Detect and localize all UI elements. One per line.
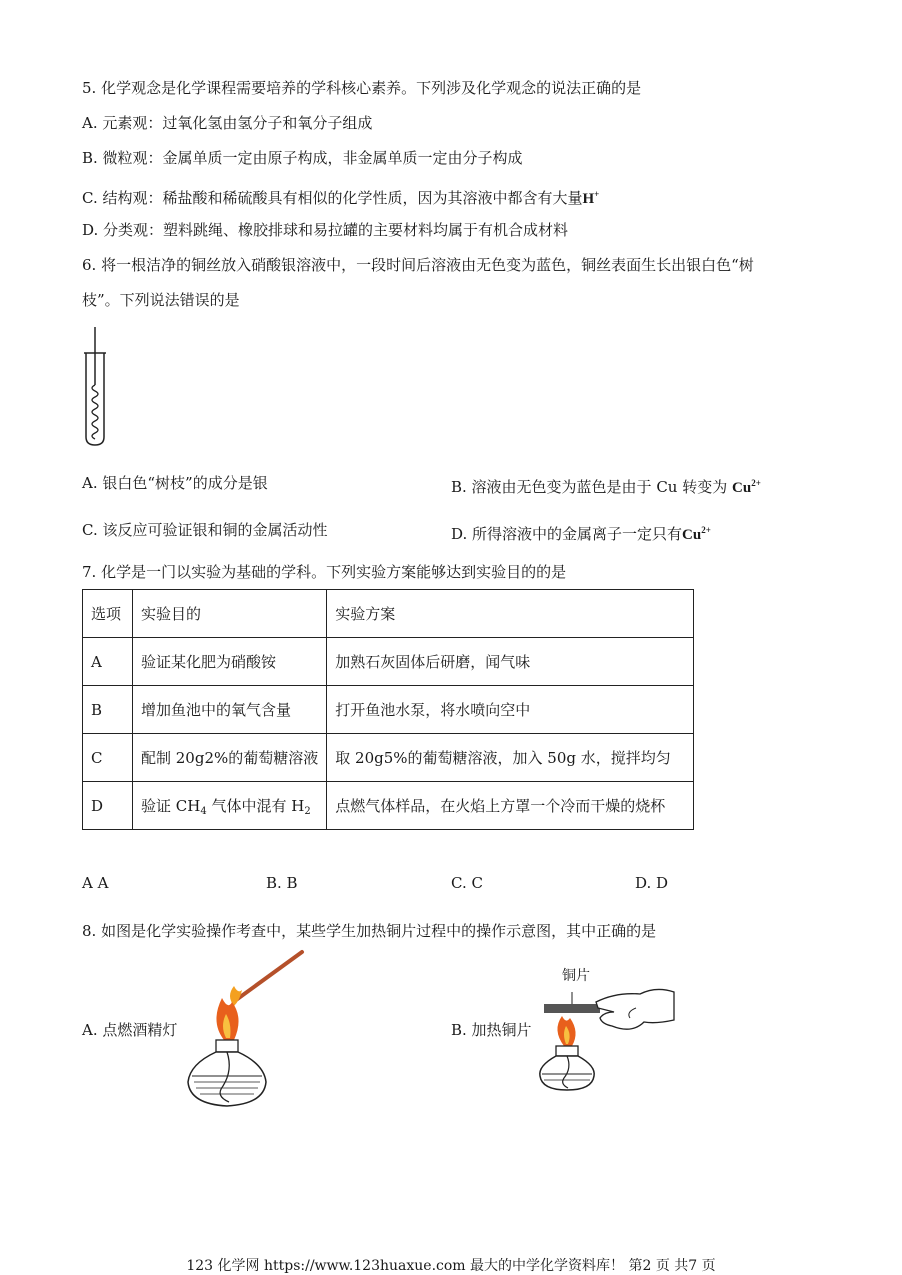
table-cell: 验证某化肥为硝酸铵 — [133, 638, 327, 686]
q5-option-b: B. 微粒观：金属单质一定由原子构成，非金属单质一定由分子构成 — [82, 149, 523, 167]
q7-stem: 7. 化学是一门以实验为基础的学科。下列实验方案能够达到实验目的的是 — [82, 563, 567, 581]
q6-stem-line2: 枝”。下列说法错误的是 — [82, 291, 240, 309]
q6-option-a: A. 银白色“树枝”的成分是银 — [82, 474, 268, 492]
table-row — [83, 782, 694, 830]
table-cell: 配制 20g2%的葡萄糖溶液 — [133, 734, 327, 782]
q8-option-a: A. 点燃酒精灯 — [82, 1021, 178, 1039]
q5-stem: 5. 化学观念是化学课程需要培养的学科核心素养。下列涉及化学观念的说法正确的是 — [82, 79, 642, 97]
cu-ion: $Cu^{2+}$ — [732, 478, 761, 496]
q6-option-b-text: B. 溶液由无色变为蓝色是由于 Cu 转变为 — [451, 478, 728, 496]
table-header-row — [83, 590, 694, 638]
copper-sheet-label: 铜片 — [562, 968, 590, 984]
heating-copper-figure — [536, 988, 686, 1093]
table-header-cell: 选项 — [83, 590, 133, 638]
table-cell: A — [83, 638, 133, 686]
q6-option-d — [451, 520, 711, 545]
q6-option-d-text: D. 所得溶液中的金属离子一定只有 — [451, 525, 683, 543]
table-cell: C — [83, 734, 133, 782]
table-cell: D — [83, 782, 133, 830]
q7-option-a: A A — [82, 874, 109, 892]
q8-option-b: B. 加热铜片 — [451, 1021, 532, 1039]
h-ion: H+ — [582, 189, 600, 207]
cu-ion: $Cu^{2+}$ — [682, 525, 711, 543]
table-cell: 取 20g5%的葡萄糖溶液，加入 50g 水，搅拌均匀 — [327, 734, 694, 782]
q5-option-c — [82, 184, 599, 209]
q5-option-a: A. 元素观：过氧化氢由氢分子和氧分子组成 — [82, 114, 373, 132]
alcohol-lamp-lighting-figure — [180, 948, 310, 1110]
table-header-cell: 实验方案 — [327, 590, 694, 638]
q5-option-d: D. 分类观：塑料跳绳、橡胶排球和易拉罐的主要材料均属于有机合成材料 — [82, 221, 569, 239]
q7-option-c: C. C — [451, 874, 483, 892]
q5-option-c-text: C. 结构观：稀盐酸和稀硫酸具有相似的化学性质，因为其溶液中都含有大量 — [82, 189, 583, 207]
q7-option-b: B. B — [266, 874, 298, 892]
table-header-cell: 实验目的 — [133, 590, 327, 638]
q8-stem: 8. 如图是化学实验操作考查中，某些学生加热铜片过程中的操作示意图，其中正确的是 — [82, 922, 657, 940]
table-cell: 验证 $CH_4$ 气体中混有 $H_2$ — [133, 782, 327, 830]
q6-option-b — [451, 473, 761, 498]
test-tube-figure — [80, 325, 120, 450]
table-cell: B — [83, 686, 133, 734]
experiment-table — [82, 589, 694, 830]
page-footer: 123 化学网 https://www.123huaxue.com 最大的中学化学资料库！ 第2 页 共7 页 — [186, 1258, 716, 1274]
table-cell: 打开鱼池水泵，将水喷向空中 — [327, 686, 694, 734]
q6-stem-line1: 6. 将一根洁净的铜丝放入硝酸银溶液中，一段时间后溶液由无色变为蓝色，铜丝表面生长出银白色“树 — [82, 256, 754, 274]
q6-option-c: C. 该反应可验证银和铜的金属活动性 — [82, 521, 328, 539]
table-row — [83, 686, 694, 734]
q7-option-d: D. D — [635, 874, 669, 892]
table-row — [83, 734, 694, 782]
table-row — [83, 638, 694, 686]
table-cell: 点燃气体样品，在火焰上方罩一个冷而干燥的烧杯 — [327, 782, 694, 830]
table-cell: 加熟石灰固体后研磨，闻气味 — [327, 638, 694, 686]
table-cell: 增加鱼池中的氧气含量 — [133, 686, 327, 734]
